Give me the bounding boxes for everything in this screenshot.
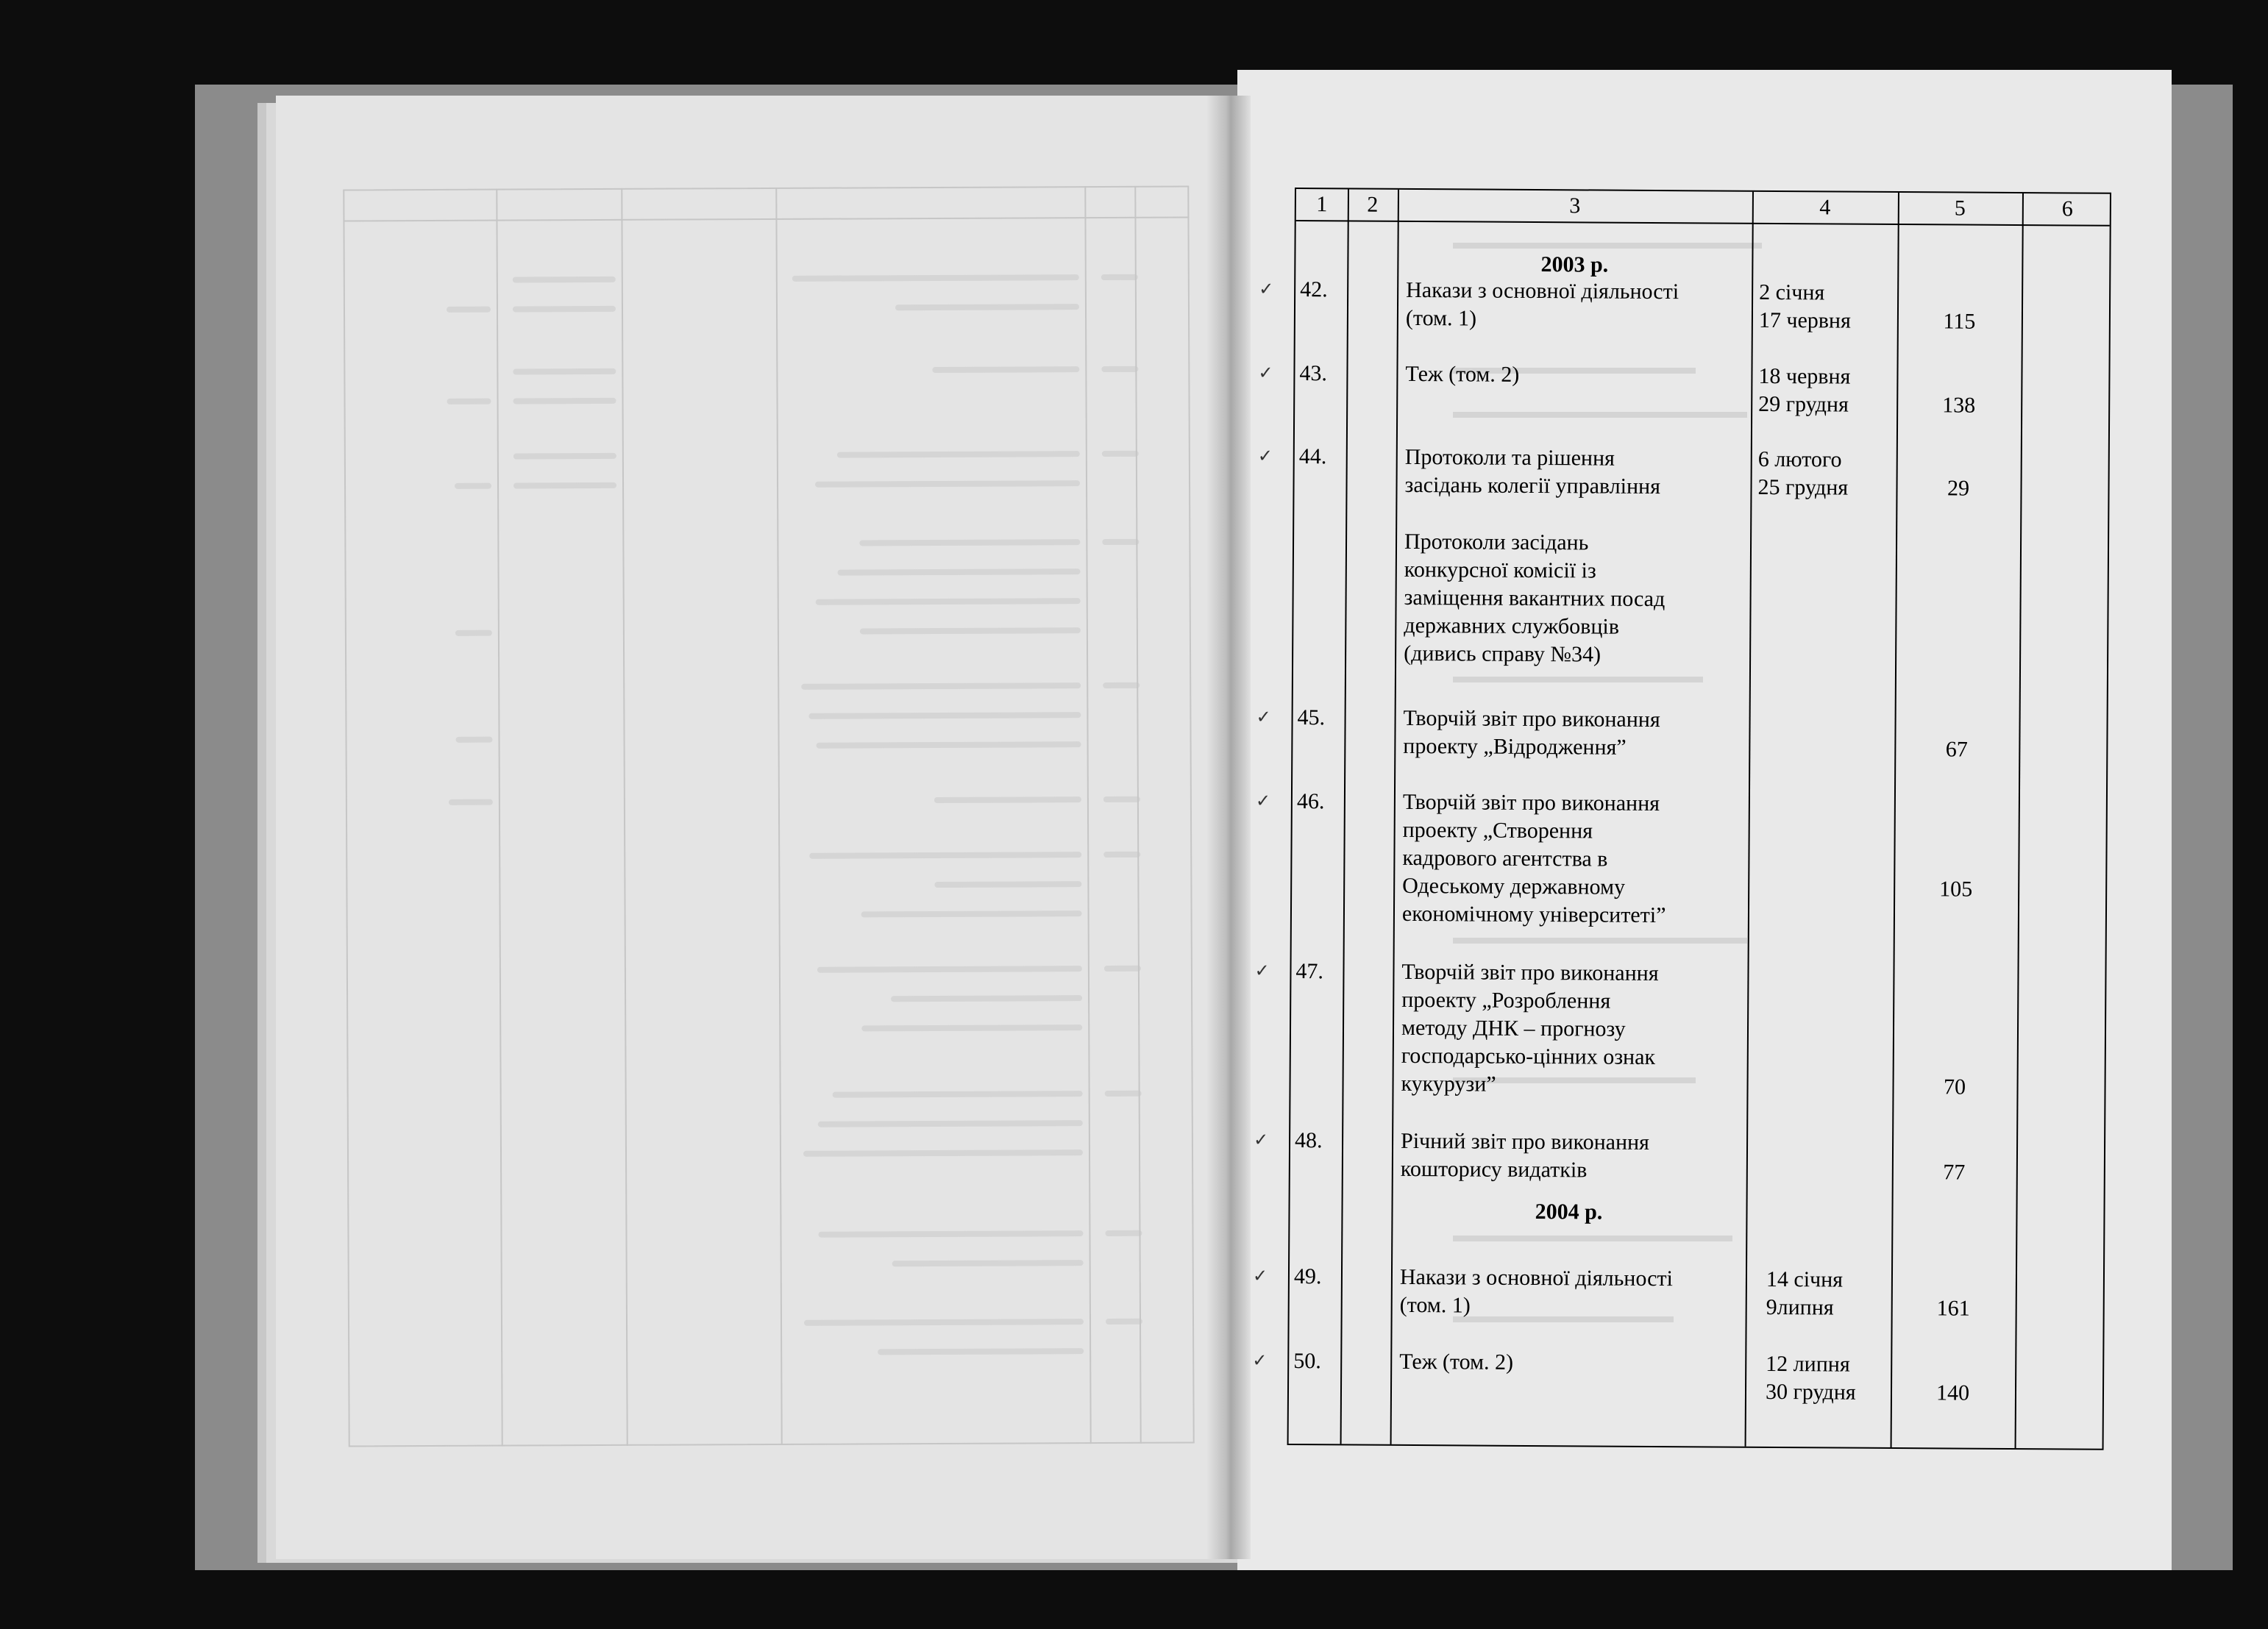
check-mark: ✓ [1256, 707, 1271, 727]
row-number: 45. [1297, 705, 1326, 730]
check-mark: ✓ [1259, 279, 1274, 299]
sheet-count: 138 [1942, 393, 1976, 418]
document-title-line: Творчій звіт про виконання [1403, 705, 1660, 732]
document-title-line: (том. 1) [1405, 305, 1477, 331]
header-col-4: 4 [1819, 195, 1831, 220]
sheet-count: 70 [1943, 1074, 1966, 1099]
document-title-line: Теж (том. 2) [1405, 361, 1520, 387]
document-title-line: проекту „Створення [1402, 817, 1593, 844]
row-number: 50. [1293, 1349, 1321, 1374]
sheet-count: 140 [1935, 1380, 1970, 1405]
sheet-count: 67 [1945, 737, 1968, 762]
date-range-line: 9липня [1766, 1294, 1834, 1320]
check-mark: ✓ [1254, 1130, 1269, 1150]
document-title-line: Теж (том. 2) [1399, 1349, 1514, 1375]
document-title-line: господарсько-цінних ознак [1401, 1043, 1656, 1070]
document-title-line: заміщення вакантних посад [1404, 585, 1666, 612]
document-title-line: Накази з основної діяльності [1399, 1264, 1674, 1291]
check-mark: ✓ [1252, 1266, 1268, 1286]
document-title-line: проекту „Відродження” [1403, 733, 1627, 760]
date-range-line: 17 червня [1758, 307, 1851, 333]
check-mark: ✓ [1257, 446, 1273, 466]
sheet-count: 105 [1939, 877, 1973, 902]
document-title-line: методу ДНК – прогнозу [1401, 1015, 1626, 1041]
sheet-count: 115 [1943, 309, 1976, 334]
column-divider [2015, 193, 2024, 1448]
document-title-line: Протоколи засідань [1404, 529, 1589, 555]
date-range-line: 12 липня [1766, 1351, 1850, 1377]
row-number: 49. [1293, 1264, 1322, 1289]
document-title-line: (дивись справу №34) [1404, 641, 1602, 667]
date-range-line: 2 січня [1759, 279, 1825, 305]
header-col-1: 1 [1316, 192, 1328, 217]
header-col-6: 6 [2061, 196, 2073, 221]
row-number: 48. [1294, 1128, 1323, 1153]
document-title-line: Річний звіт про виконання [1400, 1128, 1650, 1155]
row-number: 44. [1298, 444, 1327, 469]
header-col-3: 3 [1569, 193, 1581, 218]
row-number: 47. [1295, 959, 1324, 984]
document-title-line: Творчій звіт про виконання [1401, 959, 1659, 986]
column-divider [1340, 189, 1349, 1444]
date-range-line: 18 червня [1758, 363, 1851, 389]
document-title-line: засідань колегії управління [1404, 472, 1661, 499]
document-title-line: Творчій звіт про виконання [1402, 789, 1660, 816]
document-title-line: кошторису видатків [1400, 1156, 1588, 1183]
sheet-count: 161 [1936, 1296, 1970, 1321]
check-mark: ✓ [1255, 791, 1271, 811]
date-range-line: 6 лютого [1757, 446, 1842, 472]
document-title-line: державних службовців [1404, 613, 1620, 639]
document-title-line: Протоколи та рішення [1404, 444, 1615, 471]
header-col-5: 5 [1954, 196, 1966, 221]
row-number: 42. [1300, 277, 1328, 302]
document-title-line: (том. 1) [1399, 1292, 1471, 1318]
row-number: 46. [1296, 789, 1325, 814]
document-title-line: проекту „Розроблення [1401, 987, 1611, 1013]
check-mark: ✓ [1258, 363, 1273, 383]
column-divider [1891, 193, 1899, 1447]
check-mark: ✓ [1252, 1351, 1268, 1371]
document-title-line: Накази з основної діяльності [1406, 277, 1679, 304]
register-table [1252, 188, 2111, 1450]
document-title-line: конкурсної комісії із [1404, 557, 1596, 583]
book-gutter [1206, 96, 1251, 1559]
left-page-bleed-through-table [343, 185, 1194, 1447]
sheet-count: 29 [1947, 476, 1970, 501]
document-title-line: економічному університеті” [1401, 901, 1666, 928]
document-title-line: кукурузи” [1401, 1071, 1496, 1097]
date-range-line: 29 грудня [1758, 391, 1849, 417]
section-year-heading: 2003 р. [1540, 252, 1609, 277]
row-number: 43. [1299, 361, 1328, 386]
date-range-line: 30 грудня [1765, 1379, 1856, 1405]
header-col-2: 2 [1367, 192, 1379, 217]
section-year-heading: 2004 р. [1535, 1200, 1603, 1225]
check-mark: ✓ [1254, 961, 1270, 981]
date-range-line: 14 січня [1766, 1266, 1844, 1292]
sheet-count: 77 [1943, 1160, 1966, 1185]
column-divider [1390, 190, 1399, 1444]
document-title-line: Одеському державному [1402, 873, 1626, 899]
document-title-line: кадрового агентства в [1402, 845, 1608, 871]
column-divider [1745, 192, 1754, 1447]
date-range-line: 25 грудня [1757, 474, 1849, 500]
